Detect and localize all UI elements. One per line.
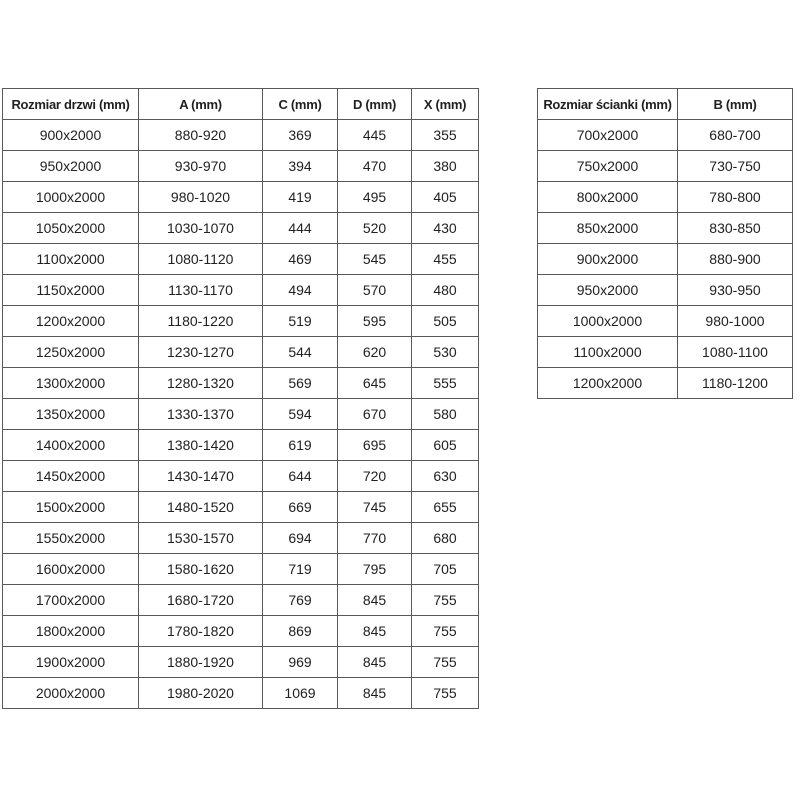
table-cell: 755 <box>412 647 479 678</box>
table-cell: 1780-1820 <box>139 616 263 647</box>
table-cell: 619 <box>263 430 338 461</box>
table-row <box>538 182 793 213</box>
table-cell: 769 <box>263 585 338 616</box>
table-cell: 1069 <box>263 678 338 709</box>
table-cell: 1700x2000 <box>3 585 139 616</box>
table-cell: 669 <box>263 492 338 523</box>
table-cell: 645 <box>338 368 412 399</box>
table-cell: 519 <box>263 306 338 337</box>
table-cell: 745 <box>338 492 412 523</box>
table-cell: 594 <box>263 399 338 430</box>
column-header: B (mm) <box>678 89 793 120</box>
table-cell: 869 <box>263 616 338 647</box>
table-cell: 719 <box>263 554 338 585</box>
table-cell: 680-700 <box>678 120 793 151</box>
table-cell: 570 <box>338 275 412 306</box>
table-cell: 494 <box>263 275 338 306</box>
table-cell: 700x2000 <box>538 120 678 151</box>
table-cell: 695 <box>338 430 412 461</box>
table-row <box>3 275 479 306</box>
table-cell: 1200x2000 <box>3 306 139 337</box>
table-cell: 1530-1570 <box>139 523 263 554</box>
table-cell: 555 <box>412 368 479 399</box>
table-cell: 1980-2020 <box>139 678 263 709</box>
table-cell: 930-970 <box>139 151 263 182</box>
table-cell: 505 <box>412 306 479 337</box>
table-row <box>3 399 479 430</box>
table-cell: 1380-1420 <box>139 430 263 461</box>
table-cell: 1100x2000 <box>3 244 139 275</box>
table-cell: 1100x2000 <box>538 337 678 368</box>
table-cell: 444 <box>263 213 338 244</box>
table-cell: 845 <box>338 585 412 616</box>
table-cell: 880-900 <box>678 244 793 275</box>
table-cell: 1400x2000 <box>3 430 139 461</box>
table-cell: 530 <box>412 337 479 368</box>
table-cell: 1330-1370 <box>139 399 263 430</box>
table-row <box>3 461 479 492</box>
table-cell: 730-750 <box>678 151 793 182</box>
table-row <box>538 306 793 337</box>
table-cell: 680 <box>412 523 479 554</box>
table-cell: 1080-1120 <box>139 244 263 275</box>
table-cell: 470 <box>338 151 412 182</box>
table-row <box>3 306 479 337</box>
table-row <box>538 120 793 151</box>
table-cell: 545 <box>338 244 412 275</box>
table-cell: 355 <box>412 120 479 151</box>
table-cell: 445 <box>338 120 412 151</box>
table-cell: 419 <box>263 182 338 213</box>
table-cell: 394 <box>263 151 338 182</box>
table-cell: 845 <box>338 616 412 647</box>
column-header: D (mm) <box>338 89 412 120</box>
table-cell: 544 <box>263 337 338 368</box>
table-cell: 380 <box>412 151 479 182</box>
wall-table-header-row <box>538 89 793 120</box>
table-cell: 705 <box>412 554 479 585</box>
column-header: C (mm) <box>263 89 338 120</box>
table-row <box>538 244 793 275</box>
table-cell: 1080-1100 <box>678 337 793 368</box>
table-row <box>538 368 793 399</box>
table-cell: 520 <box>338 213 412 244</box>
table-cell: 770 <box>338 523 412 554</box>
table-cell: 720 <box>338 461 412 492</box>
table-row <box>3 616 479 647</box>
table-cell: 569 <box>263 368 338 399</box>
table-cell: 1350x2000 <box>3 399 139 430</box>
table-cell: 795 <box>338 554 412 585</box>
table-cell: 1200x2000 <box>538 368 678 399</box>
table-cell: 950x2000 <box>3 151 139 182</box>
table-row <box>538 337 793 368</box>
table-cell: 1900x2000 <box>3 647 139 678</box>
table-cell: 369 <box>263 120 338 151</box>
table-cell: 780-800 <box>678 182 793 213</box>
table-row <box>3 678 479 709</box>
table-cell: 830-850 <box>678 213 793 244</box>
table-row <box>538 213 793 244</box>
table-cell: 694 <box>263 523 338 554</box>
table-cell: 1250x2000 <box>3 337 139 368</box>
table-cell: 900x2000 <box>3 120 139 151</box>
table-row <box>3 554 479 585</box>
table-cell: 969 <box>263 647 338 678</box>
table-cell: 1430-1470 <box>139 461 263 492</box>
column-header: A (mm) <box>139 89 263 120</box>
table-cell: 1480-1520 <box>139 492 263 523</box>
table-row <box>3 430 479 461</box>
table-cell: 1150x2000 <box>3 275 139 306</box>
table-cell: 850x2000 <box>538 213 678 244</box>
table-row <box>3 585 479 616</box>
table-cell: 630 <box>412 461 479 492</box>
table-cell: 1230-1270 <box>139 337 263 368</box>
table-row <box>538 151 793 182</box>
table-cell: 845 <box>338 647 412 678</box>
table-row <box>3 182 479 213</box>
table-cell: 1180-1200 <box>678 368 793 399</box>
table-cell: 1130-1170 <box>139 275 263 306</box>
table-cell: 1550x2000 <box>3 523 139 554</box>
table-cell: 1000x2000 <box>538 306 678 337</box>
table-row <box>3 368 479 399</box>
table-cell: 670 <box>338 399 412 430</box>
table-cell: 880-920 <box>139 120 263 151</box>
table-cell: 430 <box>412 213 479 244</box>
table-row <box>538 275 793 306</box>
table-cell: 1000x2000 <box>3 182 139 213</box>
table-cell: 980-1020 <box>139 182 263 213</box>
door-table-header-row <box>3 89 479 120</box>
table-cell: 605 <box>412 430 479 461</box>
table-cell: 1280-1320 <box>139 368 263 399</box>
table-cell: 950x2000 <box>538 275 678 306</box>
table-row <box>3 120 479 151</box>
door-size-table <box>2 88 479 709</box>
table-cell: 1800x2000 <box>3 616 139 647</box>
table-row <box>3 647 479 678</box>
table-cell: 469 <box>263 244 338 275</box>
table-cell: 900x2000 <box>538 244 678 275</box>
table-cell: 495 <box>338 182 412 213</box>
table-cell: 405 <box>412 182 479 213</box>
table-cell: 755 <box>412 678 479 709</box>
table-cell: 455 <box>412 244 479 275</box>
table-cell: 620 <box>338 337 412 368</box>
table-cell: 1180-1220 <box>139 306 263 337</box>
table-cell: 1450x2000 <box>3 461 139 492</box>
table-cell: 1680-1720 <box>139 585 263 616</box>
table-cell: 1050x2000 <box>3 213 139 244</box>
table-cell: 644 <box>263 461 338 492</box>
table-row <box>3 523 479 554</box>
table-cell: 930-950 <box>678 275 793 306</box>
table-cell: 2000x2000 <box>3 678 139 709</box>
table-cell: 480 <box>412 275 479 306</box>
table-cell: 580 <box>412 399 479 430</box>
table-cell: 655 <box>412 492 479 523</box>
table-cell: 800x2000 <box>538 182 678 213</box>
table-cell: 1030-1070 <box>139 213 263 244</box>
table-row <box>3 244 479 275</box>
column-header: Rozmiar drzwi (mm) <box>3 89 139 120</box>
table-row <box>3 151 479 182</box>
table-cell: 1580-1620 <box>139 554 263 585</box>
table-cell: 1500x2000 <box>3 492 139 523</box>
table-cell: 750x2000 <box>538 151 678 182</box>
table-row <box>3 337 479 368</box>
column-header: Rozmiar ścianki (mm) <box>538 89 678 120</box>
table-cell: 845 <box>338 678 412 709</box>
table-cell: 1600x2000 <box>3 554 139 585</box>
table-row <box>3 213 479 244</box>
table-cell: 755 <box>412 585 479 616</box>
table-cell: 980-1000 <box>678 306 793 337</box>
table-cell: 1300x2000 <box>3 368 139 399</box>
wall-size-table <box>537 88 793 399</box>
table-cell: 595 <box>338 306 412 337</box>
table-row <box>3 492 479 523</box>
table-cell: 1880-1920 <box>139 647 263 678</box>
table-cell: 755 <box>412 616 479 647</box>
column-header: X (mm) <box>412 89 479 120</box>
